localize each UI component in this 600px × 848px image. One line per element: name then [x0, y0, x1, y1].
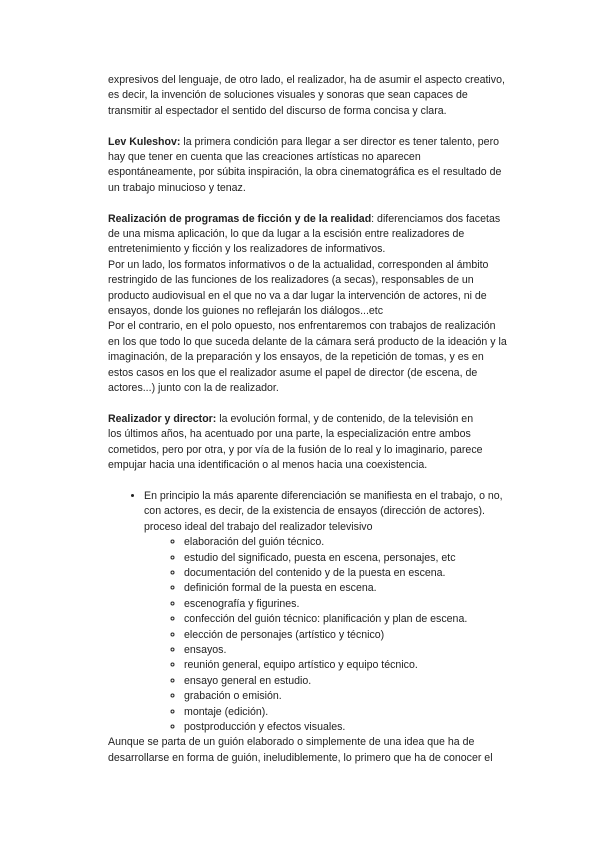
- list-item: ◦ elección de personajes (artístico y técnico): [184, 628, 530, 643]
- list-item: ◦ elaboración del guión técnico.: [184, 535, 530, 550]
- list-item: ◦ montaje (edición).: [184, 705, 530, 720]
- director-heading: Realizador y director:: [108, 412, 217, 425]
- intro-paragraph: expresivos del lenguaje, de otro lado, el realizador, ha de asumir el aspecto creativo, es decir, la invención de soluciones visuales y sonoras que sean capaces de transmitir al espectador el sentido del discurso de forma concisa y clara.: [108, 74, 505, 117]
- realizacion-heading: Realización de programas de ficción y de la realidad: [108, 212, 372, 225]
- list-item: ◦ estudio del significado, puesta en escena, personajes, etc: [184, 551, 530, 566]
- process-sublist: [144, 535, 530, 735]
- director-paragraph: Realizador y director: la evolución formal, y de contenido, de la televisión en los últimos años, ha acentuado por una parte, la especialización entre ambos cometidos, pero por otra, y por vía de la fusión de lo real y lo imaginario, parece empujar hacia una identificación o al menos hacia una coexistencia.: [108, 412, 483, 472]
- list-item: ◦ grabación o emisión.: [184, 689, 530, 704]
- list-item: ◦ reunión general, equipo artístico y equipo técnico.: [184, 658, 530, 673]
- list-item: ◦ definición formal de la puesta en escena.: [184, 581, 530, 596]
- realizacion-paragraph: Realización de programas de ficción y de la realidad: diferenciamos dos facetas de una misma aplicación, lo que da lugar a la escisión entre realizadores de entretenimiento y ficción y los realizadores de informativos. Por un lado, los formatos informativos o de la actualidad, corresponden al ámbito restringido de las funciones de los realizadores (a secas), responsables de un producto audiovisual en el que no va a dar lugar la intervención de actores, ni de ensayos, donde los guiones no reflejarán los diálogos...etc Por el contrario, en el polo opuesto, nos enfrentaremos con trabajos de realización en los que todo lo que suceda delante de la cámara será producto de la ideación y la imaginación, de la preparación y los ensayos, de la repetición de tomas, y es en estos casos en los que el realizador asume el papel de director (de escena, de actores...) junto con la de realizador.: [108, 212, 507, 395]
- list-item: ◦ postproducción y efectos visuales.: [184, 720, 530, 735]
- list-item: ◦ ensayo general en estudio.: [184, 674, 530, 689]
- list-item: • En principio la más aparente diferenciación se manifiesta en el trabajo, o no, con actores, es decir, de la existencia de ensayos (dirección de actores). proceso ideal del trabajo del realizador televisivo ◦ elaboración del guión técnico. ◦ estudio del significado, puesta en escena, personajes, etc ◦ documentación del contenido y de la puesta en escena. ◦ definición formal de la puesta en escena. ◦ escenografía y figurines. ◦ confección del guión técnico: planificación y plan de escena. ◦ elección de personajes (artístico y técnico) ◦ ensayos. ◦ reunión general, equipo artístico y equipo técnico. ◦ ensayo general en estudio. ◦ grabación o emisión. ◦ montaje (edición). ◦ postproducción y efectos visuales.: [144, 489, 530, 736]
- list-item: ◦ confección del guión técnico: planificación y plan de escena.: [184, 612, 530, 627]
- bullet-list: [108, 489, 530, 736]
- closing-paragraph: Aunque se parta de un guión elaborado o simplemente de una idea que ha de desarrollarse en forma de guión, ineludiblemente, lo primero que ha de conocer el: [108, 736, 493, 764]
- list-item: ◦ documentación del contenido y de la puesta en escena.: [184, 566, 530, 581]
- kuleshov-heading: Lev Kuleshov:: [108, 135, 181, 148]
- list-item: ◦ escenografía y figurines.: [184, 597, 530, 612]
- list-item: ◦ ensayos.: [184, 643, 530, 658]
- kuleshov-paragraph: Lev Kuleshov: la primera condición para llegar a ser director es tener talento, pero hay que tener en cuenta que las creaciones artísticas no aparecen espontáneamente, por súbita inspiración, la obra cinematográfica es el resultado de un trabajo minucioso y tenaz.: [108, 135, 502, 194]
